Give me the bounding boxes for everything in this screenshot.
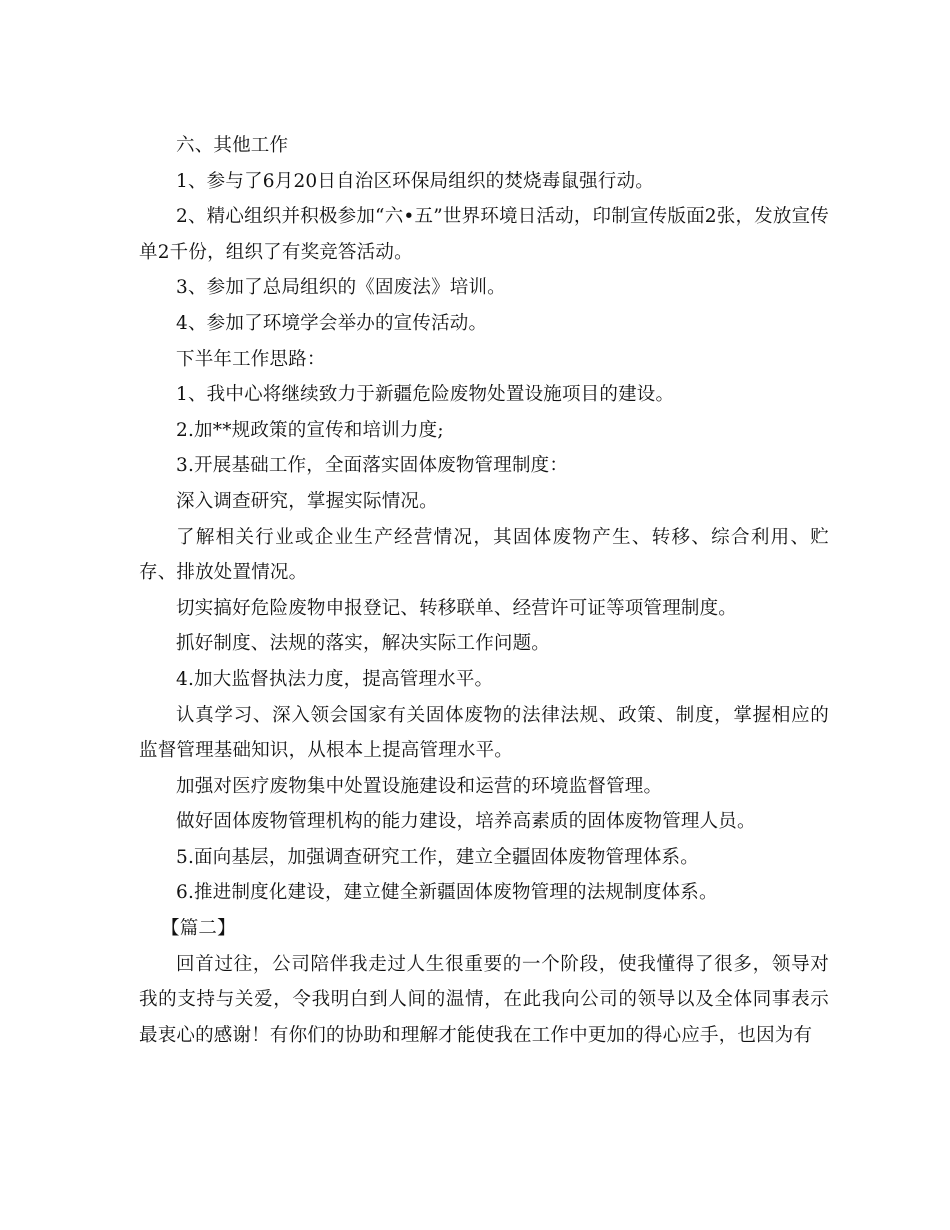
section-heading-other-work: 六、其他工作 [176, 135, 289, 156]
paragraph: 2、精心组织并积极参加“六•五”世界环境日活动，印制宣传版面2张，发放宣传单2千份，组织了有奖竞答活动。 [139, 206, 829, 263]
paragraph: 加强对医疗废物集中处置设施建设和运营的环境监督管理。 [176, 775, 663, 797]
section-heading-second-half-plan: 下半年工作思路： [176, 348, 326, 370]
paragraph: 了解相关行业或企业生产经营情况，其固体废物产生、转移、综合利用、贮存、排放处置情况。 [139, 526, 829, 584]
paragraph: 做好固体废物管理机构的能力建设，培养高素质的固体废物管理人员。 [176, 811, 756, 833]
paragraph: 认真学习、深入领会国家有关固体废物的法律法规、政策、制度，掌握相应的监督管理基础知识，从根本上提高管理水平。 [139, 704, 829, 762]
paragraph: 1、我中心将继续致力于新疆危险废物处置设施项目的建设。 [176, 384, 675, 406]
paragraph: 6.推进制度化建设，建立健全新疆固体废物管理的法规制度体系。 [176, 882, 718, 904]
paragraph: 切实搞好危险废物申报登记、转移联单、经营许可证等项管理制度。 [176, 597, 738, 619]
document-body [139, 128, 829, 1053]
paragraph: 3.开展基础工作，全面落实固体废物管理制度： [176, 455, 569, 477]
paragraph: 4、参加了环境学会举办的宣传活动。 [176, 312, 488, 334]
paragraph: 1、参与了6月20日自治区环保局组织的焚烧毒鼠强行动。 [176, 170, 654, 192]
paragraph: 4.加大监督执法力度，提高管理水平。 [176, 668, 494, 690]
paragraph: 2.加**规政策的宣传和培训力度; [176, 419, 444, 441]
paragraph: 5.面向基层，加强调查研究工作，建立全疆固体废物管理体系。 [176, 846, 699, 868]
section-heading-part-two: 【篇二】 [161, 918, 236, 940]
paragraph: 深入调查研究，掌握实际情况。 [176, 490, 438, 512]
paragraph: 抓好制度、法规的落实，解决实际工作问题。 [176, 633, 551, 655]
paragraph: 回首过往，公司陪伴我走过人生很重要的一个阶段，使我懂得了很多，领导对我的支持与关爱，令我明白到人间的温情，在此我向公司的领导以及全体同事表示最衷心的感谢！有你们的协助和理解才能使我在工作中更加的得心应手，也因为有 [139, 953, 829, 1046]
paragraph: 3、参加了总局组织的《固废法》培训。 [176, 277, 506, 299]
